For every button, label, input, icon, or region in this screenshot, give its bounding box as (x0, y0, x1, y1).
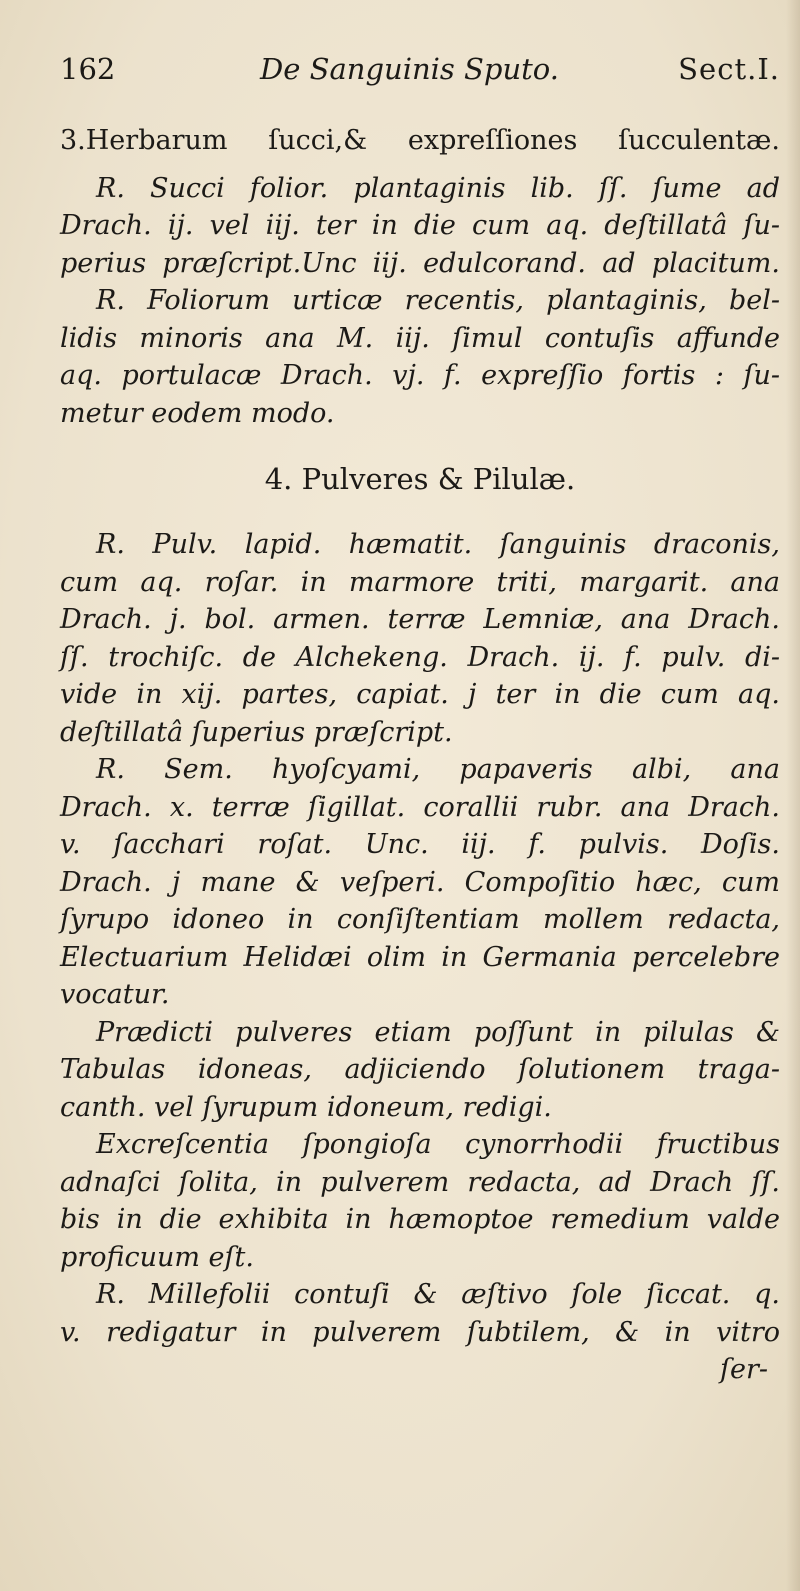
text-line: R. Sem. hyoſcyami, papaveris albi, ana (96, 754, 780, 785)
page-number: 162 (60, 52, 116, 86)
running-head (60, 52, 780, 92)
text-line: R. Succi folior. plantaginis lib. ſſ. ſume ad (96, 172, 780, 204)
text-line: canth. vel ſyrupum idoneum, redigi. (60, 1091, 552, 1123)
text-line: 3.Herbarum ſucci,& expreſſiones ſucculentæ. (60, 125, 780, 156)
text-line: R. Foliorum urticæ recentis, plantaginis, bel- (96, 285, 780, 316)
text-line: metur eodem modo. (60, 397, 335, 429)
text-line: aq. portulacæ Drach. vj. f. expreſſio fortis : ſu- (60, 360, 780, 391)
running-title: De Sanguinis Sputo. (260, 52, 559, 86)
text-line: R. Pulv. lapid. hæmatit. ſanguinis draconis, (96, 529, 780, 560)
text-line: proficuum eſt. (60, 1241, 254, 1273)
text-line: lidis minoris ana M. iij. ſimul contuſis affunde (60, 322, 780, 354)
text-line: Prædicti pulveres etiam poſſunt in pilulas & (96, 1016, 780, 1048)
text-line: ſyrupo idoneo in conſiſtentiam mollem redacta, (60, 904, 780, 935)
section-label: Sect.I. (678, 52, 780, 86)
text-line: vide in xij. partes, capiat. j ter in die cum aq. (60, 679, 780, 710)
text-line: Drach. ij. vel iij. ter in die cum aq. deſtillatâ ſu- (60, 210, 780, 241)
text-line: perius præſcript.Unc iij. edulcorand. ad placitum. (60, 247, 780, 279)
text-line: Drach. x. terræ ſigillat. corallii rubr. ana Drach. (60, 791, 780, 823)
section-heading: 4. Pulveres & Pilulæ. (264, 462, 576, 496)
text-line: Drach. j. bol. armen. terræ Lemniæ, ana Drach. (60, 604, 780, 635)
text-line: adnaſci ſolita, in pulverem redacta, ad Drach ſſ. (60, 1166, 780, 1198)
text-line: deſtillatâ ſuperius præſcript. (60, 716, 453, 748)
text-line: Drach. j mane & veſperi. Compoſitio hæc, cum (60, 866, 780, 898)
text-line: Excreſcentia ſpongioſa cynorrhodii fructibus (96, 1129, 780, 1160)
body-text (60, 122, 780, 1389)
text-line: v. redigatur in pulverem ſubtilem, & in vitro (60, 1316, 780, 1348)
text-line: Electuarium Helidæi olim in Germania percelebre (60, 941, 780, 973)
text-line: R. Millefolii contuſi & æſtivo ſole ſiccat. q. (96, 1279, 780, 1310)
text-line: vocatur. (60, 979, 170, 1010)
text-line: Tabulas idoneas, adjiciendo ſolutionem traga- (60, 1054, 780, 1085)
text-line: ſſ. trochiſc. de Alchekeng. Drach. ij. f. pulv. di- (60, 641, 780, 673)
catchword: ſer- (719, 1354, 768, 1385)
text-line: bis in die exhibita in hæmoptoe remedium valde (60, 1204, 780, 1235)
text-line: cum aq. roſar. in marmore triti, margarit. ana (60, 566, 780, 598)
text-line: v. ſacchari roſat. Unc. iij. f. pulvis. Doſis. (60, 829, 780, 860)
